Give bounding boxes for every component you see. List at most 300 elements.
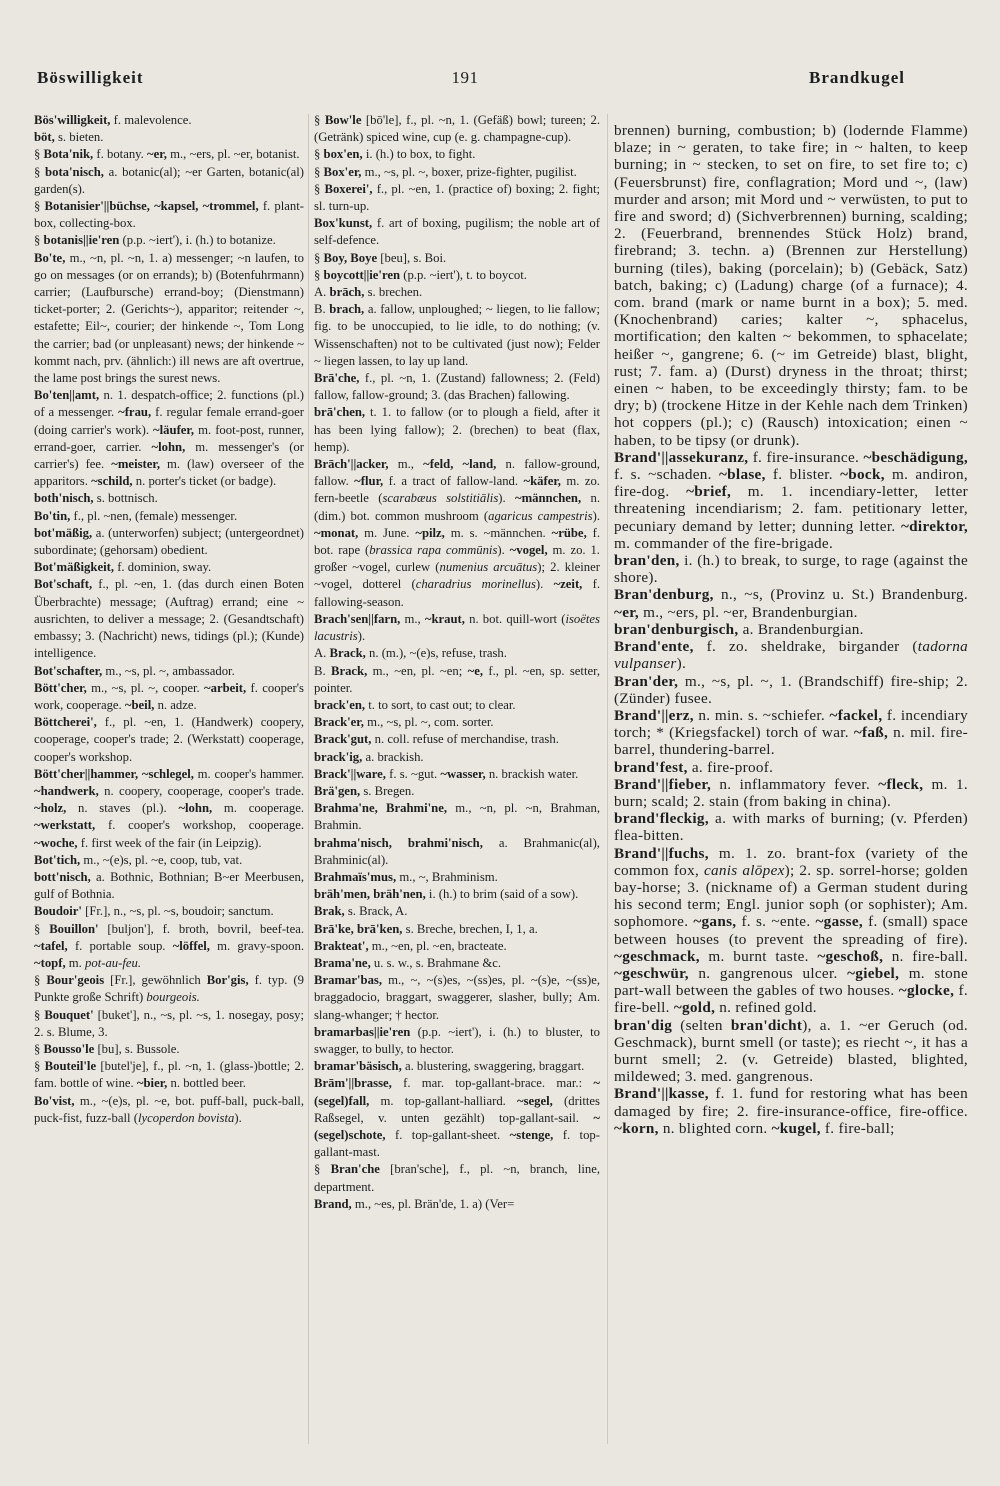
headword: brach, bbox=[329, 302, 365, 317]
entry-marker: § bbox=[34, 1041, 44, 1056]
entry-marker: A. bbox=[314, 285, 330, 300]
headword: Bousso'le bbox=[43, 1041, 95, 1056]
headword: ~blase, bbox=[718, 466, 766, 484]
headword: brack'en, bbox=[314, 697, 366, 712]
headword: ~pilz, bbox=[415, 525, 445, 540]
latin-term: tadorna vulpanser bbox=[614, 638, 968, 673]
definition-text: f. top-gallant-sheet. bbox=[385, 1127, 510, 1142]
definition-text: (p.p. ~iert'), t. to boycot. bbox=[400, 267, 527, 282]
definition-text: ); 2. kleiner ~vogel, dotterel ( bbox=[314, 560, 600, 592]
dictionary-entry bbox=[314, 370, 600, 404]
latin-term: scarabæus solstitiālis bbox=[382, 491, 499, 506]
latin-term: lycoperdon bovista bbox=[137, 1110, 235, 1125]
dictionary-entry bbox=[614, 586, 968, 620]
headword: Brā'ke, brā'ken, bbox=[314, 921, 403, 936]
dictionary-entry bbox=[34, 680, 304, 714]
definition-text: m., ~en, pl. ~en, bracteate. bbox=[368, 938, 507, 953]
definition-text: m. zo. 1. großer ~vogel, curlew ( bbox=[314, 543, 600, 575]
definition-text: m., ~s, pl. ~, ambassador. bbox=[102, 663, 235, 678]
definition-text: [bu], s. Bussole. bbox=[94, 1041, 180, 1056]
headword: bran'dig bbox=[614, 1016, 673, 1034]
dictionary-entry bbox=[34, 146, 304, 163]
definition-text: f. first week of the fair (in Leipzig). bbox=[77, 835, 262, 850]
headword: ~rübe, bbox=[551, 525, 587, 540]
definition-text: n. refined gold. bbox=[715, 999, 817, 1017]
dictionary-entry bbox=[314, 181, 600, 215]
dictionary-entry bbox=[314, 783, 600, 800]
headword: ~beschädigung, bbox=[863, 448, 968, 466]
dictionary-entry bbox=[314, 112, 600, 146]
definition-text: f., pl. ~en, 1. (Handwerk) coopery, cooperage, cooper's trade; 2. (Werkstatt) cooperage, cooper's workshop. bbox=[34, 715, 304, 764]
definition-text: [buljon'], f. broth, bovril, beef-tea. bbox=[98, 921, 304, 936]
definition-text: f., pl. ~en, 1. (das durch einen Boten Überbrachte) message; (Auftrag) errand; eine ~ ausrichten, to deliver a message; 2. (Gesandtschaft) embassy; 3. (Nachricht) news, tidings (pl.); (Kunde) intelligence. bbox=[34, 577, 304, 661]
definition-text: [beu], s. Boi. bbox=[377, 250, 447, 265]
dictionary-entry bbox=[314, 800, 600, 834]
definition-text: (drittes Raßsegel, v. unten gezählt) top-gallant-sail. bbox=[314, 1093, 600, 1125]
definition-text: s. Bregen. bbox=[360, 783, 415, 798]
headword: ~bier, bbox=[136, 1076, 168, 1091]
dictionary-entry bbox=[314, 731, 600, 748]
headword: Bot'tich, bbox=[34, 852, 81, 867]
definition-text: s. Brack, A. bbox=[344, 904, 408, 919]
definition-text: f. bot. rape ( bbox=[314, 525, 600, 558]
definition-text: n. (m.), ~(e)s, refuse, trash. bbox=[365, 646, 507, 661]
headword: ~gold, bbox=[673, 999, 716, 1017]
definition-text: f. top-gallant-mast. bbox=[314, 1127, 600, 1160]
dictionary-entry bbox=[614, 759, 968, 776]
dictionary-entry bbox=[314, 267, 600, 284]
definition-text: m., ~n, pl. ~n, 1. a) messenger; ~n laufen, to go on messages (or on errands); b) (Botenfuhrmann) carrier; (Laufbursche) errand-boy; (Dienstmann) ticket-porter; 2. (Gerichts~), apparitor; reitender ~, estafette; Eil~, courier; der hinkende ~, Tom Long the carrier; bad (or unpleasant) news; der hinkende ~ kommt nach, prv. (ähnlich:) ill news are aft overtrue, the lame post brings the surest news. bbox=[34, 250, 304, 386]
definition-text: m., ~, Brahminism. bbox=[396, 869, 498, 884]
dictionary-entry bbox=[34, 508, 304, 525]
definition-text: i. (h.) to box, to fight. bbox=[362, 147, 476, 162]
latin-term: isoëtes lacustris bbox=[314, 611, 600, 644]
dictionary-entry bbox=[614, 621, 968, 638]
headword: Bor'gis, bbox=[206, 973, 249, 988]
dictionary-entry bbox=[314, 1196, 600, 1213]
headword: ~geschwür, bbox=[614, 964, 689, 982]
dictionary-entry bbox=[614, 1085, 968, 1137]
column-right bbox=[614, 122, 968, 1457]
headword: Brand'||erz, bbox=[614, 706, 694, 724]
entry-marker: § bbox=[314, 113, 325, 127]
definition-text: f. incendiary torch; * (Kriegsfackel) torch of war. bbox=[614, 706, 968, 742]
headword: Brack'||ware, bbox=[314, 766, 386, 781]
headword: Boxerei', bbox=[324, 181, 373, 196]
dictionary-entry bbox=[314, 146, 600, 163]
definition-text: f., pl. ~en, sp. setter, pointer. bbox=[314, 663, 600, 695]
headword: ~gans, bbox=[693, 913, 737, 931]
definition-text: m., bbox=[400, 611, 425, 626]
entry-marker: § bbox=[34, 233, 44, 248]
definition-text: m. 1. incendiary-letter, letter threatening incendiarism; 2. fam. petitionary letter, pecuniary demand by letter; dunning letter. bbox=[614, 483, 968, 535]
definition-text: f. botany. bbox=[93, 147, 148, 162]
headword: Bös'willigkeit, bbox=[34, 113, 111, 127]
latin-term: charadrius morinellus bbox=[415, 577, 536, 592]
headword: ~segel, bbox=[517, 1093, 553, 1108]
column-divider bbox=[607, 114, 608, 1444]
headword: Botanisier'||büchse, ~kapsel, ~trommel, bbox=[44, 199, 259, 214]
definition-text: m., ~ers, pl. ~er, botanist. bbox=[166, 147, 300, 162]
definition-text: f. malevolence. bbox=[110, 113, 192, 127]
headword: ~handwerk, bbox=[34, 783, 99, 798]
entry-marker: § bbox=[314, 1162, 331, 1177]
dictionary-entry bbox=[34, 663, 304, 680]
dictionary-entry bbox=[614, 638, 968, 672]
headword: Brakteat', bbox=[314, 938, 369, 953]
definition-text: a. brackish. bbox=[362, 749, 424, 764]
definition-text: f. zo. sheldrake, birgander ( bbox=[693, 638, 918, 656]
headword: Bo'tin, bbox=[34, 508, 71, 523]
headword: Brahmaïs'mus, bbox=[314, 869, 397, 884]
definition-text: a. blustering, swaggering, braggart. bbox=[401, 1059, 585, 1074]
headword: Bo'vist, bbox=[34, 1093, 75, 1108]
definition-text: f. fallowing-season. bbox=[314, 577, 600, 609]
definition-text: f., pl. ~n, 1. (Zustand) fallowness; 2. (Feld) fallow, fallow-ground; 3. (das Brachen) fallowing. bbox=[314, 371, 600, 403]
running-head-left: Böswilligkeit bbox=[37, 68, 144, 87]
dictionary-entry bbox=[314, 250, 600, 267]
headword: ~kugel, bbox=[771, 1119, 821, 1137]
entry-marker: B. bbox=[314, 663, 331, 678]
headword: Bo'ten||amt, bbox=[34, 388, 100, 403]
definition-text: m. andiron, fire-dog. bbox=[614, 466, 968, 501]
headword: Bour'geois bbox=[46, 973, 105, 988]
definition-text: f. fire-insurance. bbox=[748, 448, 864, 466]
latin-term: pot-au-feu. bbox=[85, 955, 142, 970]
definition-text: f. cooper's work, cooperage. bbox=[34, 680, 304, 712]
definition-text: f. fire-bell. bbox=[614, 982, 968, 1017]
dictionary-entry bbox=[314, 886, 600, 903]
latin-term: numenius arcuātus bbox=[439, 560, 538, 575]
headword: bräh'men, bräh'nen, bbox=[314, 887, 426, 902]
definition-text: f. mar. top-gallant-brace. mar.: bbox=[391, 1076, 594, 1091]
column-middle bbox=[314, 112, 600, 1457]
headword: ~frau, bbox=[118, 405, 152, 420]
dictionary-entry bbox=[314, 611, 600, 645]
dictionary-entry bbox=[34, 559, 304, 576]
definition-text: m., ~en, pl. ~en; bbox=[367, 663, 468, 678]
definition-text: m. zo. fern-beetle ( bbox=[314, 474, 600, 506]
definition-text: n., ~s, (Provinz u. St.) Brandenburg. bbox=[713, 586, 968, 604]
latin-term: canis alōpex bbox=[703, 861, 785, 879]
headword: ~er, bbox=[147, 147, 167, 162]
headword: Bot'mäßigkeit, bbox=[34, 560, 115, 575]
dictionary-entry bbox=[614, 810, 968, 844]
headword: Bött'cher, bbox=[34, 680, 87, 695]
entry-marker: § bbox=[314, 164, 324, 179]
dictionary-entry bbox=[614, 122, 968, 449]
dictionary-entry bbox=[614, 1017, 968, 1086]
dictionary-entry bbox=[314, 663, 600, 697]
definition-text: n. coll. refuse of merchandise, trash. bbox=[371, 732, 559, 747]
dictionary-entry bbox=[314, 1075, 600, 1161]
headword: Bouillon' bbox=[49, 921, 99, 936]
headword: ~(segel)schote, bbox=[314, 1110, 600, 1142]
headword: ~wasser, bbox=[440, 766, 486, 781]
dictionary-entry bbox=[314, 456, 600, 611]
definition-text: ). bbox=[498, 491, 515, 506]
headword: ~lohn, bbox=[178, 801, 213, 816]
definition-text: f. cooper's workshop, cooperage. bbox=[95, 818, 304, 833]
definition-text: m. cooper's hammer. bbox=[193, 766, 304, 781]
headword: ~glocke, bbox=[898, 982, 955, 1000]
dictionary-entry bbox=[614, 845, 968, 1017]
headword: ~e, bbox=[467, 663, 484, 678]
dictionary-entry bbox=[34, 852, 304, 869]
definition-text: s. Breche, brechen, I, 1, a. bbox=[402, 921, 538, 936]
definition-text: n. gangrenous ulcer. bbox=[688, 964, 848, 982]
definition-text: m. commander of the fire-brigade. bbox=[614, 534, 834, 552]
headword: Box'er, bbox=[323, 164, 362, 179]
headword: ~tafel, bbox=[34, 938, 68, 953]
headword: brā'chen, bbox=[314, 405, 366, 420]
definition-text: m. gravy-spoon. bbox=[209, 938, 304, 953]
latin-term: agaricus campestris bbox=[488, 508, 593, 523]
dictionary-entry bbox=[34, 250, 304, 388]
headword: brāch, bbox=[329, 285, 365, 300]
definition-text: m. foot-post, runner, errand-goer, carrier. bbox=[34, 422, 304, 454]
definition-text: n. brackish water. bbox=[485, 766, 579, 781]
entry-marker: B. bbox=[314, 302, 330, 317]
definition-text: n. bot. quill-wort ( bbox=[464, 611, 566, 626]
headword: Brand'ente, bbox=[614, 638, 694, 656]
definition-text: n. fire-ball. bbox=[883, 947, 968, 965]
headword: Bota'nik, bbox=[43, 147, 94, 162]
definition-text: m. burnt taste. bbox=[699, 947, 818, 965]
definition-text: ). bbox=[535, 577, 554, 592]
definition-text: n. inflammatory fever. bbox=[711, 775, 879, 793]
definition-text: (p.p. ~iert'), i. (h.) to bluster, to swagger, to bully, to hector. bbox=[314, 1024, 600, 1056]
definition-text: n. adze. bbox=[154, 697, 197, 712]
headword: ~werkstatt, bbox=[34, 818, 96, 833]
headword: Brack'er, bbox=[314, 715, 364, 730]
headword: Brāch'||acker, bbox=[314, 457, 389, 472]
definition-text: f. fire-ball; bbox=[820, 1119, 895, 1137]
headword: Boy, Boye bbox=[323, 250, 378, 265]
dictionary-entry bbox=[614, 776, 968, 810]
definition-text: n. coopery, cooperage, cooper's trade. bbox=[98, 783, 304, 798]
entry-marker: A. bbox=[314, 646, 330, 661]
headword: böt, bbox=[34, 130, 55, 145]
dictionary-entry bbox=[34, 972, 304, 1006]
dictionary-entry bbox=[34, 525, 304, 559]
definition-text: m. 1. burn; scald; 2. stain (from baking in china). bbox=[614, 775, 968, 810]
dictionary-entry bbox=[614, 707, 968, 759]
definition-text: f. portable soup. bbox=[67, 938, 173, 953]
definition-text: t. 1. to fallow (or to plough a field, after it has been lying fallow); 2. (brechen) to beat (flax, hemp). bbox=[314, 405, 600, 454]
headword: ~topf, bbox=[34, 955, 66, 970]
definition-text: f. s. ~gut. bbox=[385, 766, 441, 781]
definition-text: m., ~, ~(s)es, ~(ss)es, pl. ~(s)e, ~(ss)e, braggadocio, braggart, swaggerer, slasher, bully; Am. slang-whanger; † hector. bbox=[314, 973, 600, 1022]
headword: ~fleck, bbox=[878, 775, 924, 793]
definition-text: (selten bbox=[672, 1016, 731, 1034]
headword: Bramar'bas, bbox=[314, 973, 383, 988]
definition-text: f., pl. ~en, 1. (practice of) boxing; 2. fight; sl. turn-up. bbox=[314, 181, 600, 214]
headword: Brand'||kasse, bbox=[614, 1085, 709, 1103]
dictionary-entry bbox=[314, 697, 600, 714]
dictionary-entry bbox=[34, 766, 304, 852]
dictionary-entry bbox=[34, 387, 304, 490]
dictionary-entry bbox=[34, 1093, 304, 1127]
dictionary-entry bbox=[314, 972, 600, 1024]
definition-text: a. Brahmanic(al), Brahminic(al). bbox=[314, 835, 600, 867]
headword: ~er, bbox=[614, 603, 639, 621]
definition-text: a. botanic(al); ~er Garten, botanic(al) garden(s). bbox=[34, 164, 304, 196]
definition-text: m. stone part-wall between the gables of two houses. bbox=[614, 964, 968, 1000]
dictionary-entry bbox=[614, 673, 968, 707]
page-number: 191 bbox=[451, 68, 479, 87]
dictionary-entry bbox=[314, 645, 600, 662]
dictionary-entry bbox=[34, 198, 304, 232]
definition-text: n. fallow-ground, fallow. bbox=[314, 457, 600, 489]
headword: Bot'schafter, bbox=[34, 663, 103, 678]
dictionary-entry bbox=[34, 1007, 304, 1041]
definition-text: a. Brandenburgian. bbox=[738, 620, 864, 638]
definition-text: f. art of boxing, pugilism; the noble art of self-defence. bbox=[314, 216, 600, 248]
definition-text: u. s. w., s. Brahmane &c. bbox=[370, 955, 502, 970]
dictionary-entry bbox=[314, 835, 600, 869]
headword: ~männchen, bbox=[514, 491, 582, 506]
headword: ~läufer, bbox=[153, 422, 195, 437]
headword: Brahma'ne, Brahmi'ne, bbox=[314, 801, 448, 816]
definition-text: ); 2. sp. sorrel-horse; golden bay-horse; 3. (nickname of) a German student during his second term; Engl. junior soph (or sophister); Am. sophomore. bbox=[614, 861, 968, 931]
latin-term: bourgeois. bbox=[146, 990, 200, 1005]
dictionary-entry bbox=[34, 921, 304, 973]
headword: ~brief, bbox=[686, 483, 732, 501]
dictionary-entry bbox=[34, 164, 304, 198]
headword: Brä'gen, bbox=[314, 783, 361, 798]
entry-marker: § bbox=[314, 147, 324, 162]
definition-text: ). bbox=[234, 1110, 242, 1125]
definition-text: n. porter's ticket (or badge). bbox=[132, 474, 277, 489]
headword: ~gasse, bbox=[815, 913, 864, 931]
headword: ~löffel, bbox=[172, 938, 210, 953]
headword: Brach'sen||farn, bbox=[314, 611, 401, 626]
headword: Box'kunst, bbox=[314, 216, 373, 231]
definition-text: f. blister. bbox=[765, 466, 841, 484]
headword: Bouquet' bbox=[44, 1007, 94, 1022]
definition-text: [butel'je], f., pl. ~n, 1. (glass-)bottle; 2. fam. bottle of wine. bbox=[34, 1059, 304, 1091]
headword: bott'nisch, bbox=[34, 869, 91, 884]
headword: Bo'te, bbox=[34, 250, 66, 265]
definition-text: m. June. bbox=[358, 525, 416, 540]
dictionary-entry bbox=[314, 903, 600, 920]
definition-text: ). bbox=[676, 655, 687, 673]
definition-text: (p.p. ~iert'), i. (h.) to botanize. bbox=[119, 233, 276, 248]
definition-text: m., ~es, pl. Brän'de, 1. a) (Ver= bbox=[351, 1196, 515, 1211]
headword: brack'ig, bbox=[314, 749, 363, 764]
headword: bran'den, bbox=[614, 552, 680, 570]
headword: ~monat, bbox=[314, 525, 359, 540]
definition-text: t. to sort, to cast out; to clear. bbox=[365, 697, 516, 712]
dictionary-entry bbox=[314, 301, 600, 370]
definition-text: m. messenger's (or carrier's) fee. bbox=[34, 439, 304, 472]
definition-text: s. brechen. bbox=[364, 285, 423, 300]
dictionary-entry bbox=[314, 955, 600, 972]
dictionary-entry bbox=[614, 552, 968, 586]
headword: ~vogel, bbox=[509, 543, 548, 558]
dictionary-entry bbox=[34, 903, 304, 920]
headword: Bran'der, bbox=[614, 672, 679, 690]
headword: bot'mäßig, bbox=[34, 525, 93, 540]
headword: botanis||ie'ren bbox=[43, 233, 120, 248]
definition-text: n. blighted corn. bbox=[658, 1119, 772, 1137]
headword: ~feld, ~land, bbox=[423, 457, 497, 472]
headword: brand'fest, bbox=[614, 758, 688, 776]
headword: ~beil, bbox=[124, 697, 155, 712]
definition-text: i. (h.) to break, to surge, to rage (against the shore). bbox=[614, 552, 968, 587]
headword: bramar'bäsisch, bbox=[314, 1059, 402, 1074]
dictionary-entry bbox=[314, 938, 600, 955]
definition-text: f. regular female errand-goer (doing carrier's work). bbox=[34, 405, 304, 437]
definition-text: f. typ. (9 Punkte große Schrift) bbox=[34, 973, 304, 1005]
headword: ~(segel)fall, bbox=[314, 1076, 600, 1108]
definition-text: m., ~s, pl. ~, com. sorter. bbox=[363, 715, 494, 730]
dictionary-entry bbox=[314, 404, 600, 456]
definition-text: f. s. ~ente. bbox=[736, 913, 816, 931]
definition-text: a. (unterworfen) subject; (untergeordnet) subordinate; (gehorsam) obedient. bbox=[34, 525, 304, 558]
headword: Brand'||fuchs, bbox=[614, 844, 709, 862]
entry-marker: § bbox=[34, 973, 47, 988]
running-head-right: Brandkugel bbox=[809, 68, 905, 87]
dictionary-entry bbox=[314, 766, 600, 783]
headword: ~bock, bbox=[840, 466, 885, 484]
definition-text: m., ~s, pl. ~, cooper. bbox=[86, 680, 204, 695]
definition-text: ). bbox=[357, 629, 366, 644]
definition-text: ). bbox=[592, 508, 600, 523]
headword: Brack'gut, bbox=[314, 732, 372, 747]
definition-text: n. mil. fire-barrel, thundering-barrel. bbox=[614, 724, 968, 759]
headword: ~käfer, bbox=[523, 474, 561, 489]
definition-text: f. s. ~schaden. bbox=[614, 466, 719, 484]
entry-marker: § bbox=[34, 164, 46, 179]
definition-text: m. bbox=[65, 955, 86, 970]
headword: ~arbeit, bbox=[204, 680, 247, 695]
column-divider bbox=[308, 114, 309, 1444]
headword: Brack, bbox=[329, 646, 366, 661]
dictionary-entry bbox=[314, 1161, 600, 1195]
headword: both'nisch, bbox=[34, 491, 94, 506]
column-left bbox=[34, 112, 304, 1457]
latin-term: brassica rapa commūnis bbox=[369, 543, 498, 558]
definition-text: i. (h.) to brim (said of a sow). bbox=[425, 887, 579, 902]
headword: Bow'le bbox=[324, 113, 362, 127]
headword: bran'dicht bbox=[730, 1016, 803, 1034]
dictionary-entry bbox=[34, 490, 304, 507]
headword: brahma'nisch, brahmi'nisch, bbox=[314, 835, 483, 850]
definition-text: [bran'sche], f., pl. ~n, branch, line, department. bbox=[314, 1162, 600, 1194]
headword: bota'nisch, bbox=[45, 164, 104, 179]
headword: Brām'||brasse, bbox=[314, 1076, 392, 1091]
definition-text: f. (small) space between houses (to prevent the spreading of fire). bbox=[614, 913, 968, 948]
headword: boycott||ie'ren bbox=[323, 267, 401, 282]
entry-marker: § bbox=[34, 199, 45, 214]
definition-text: a. Bothnic, Bothnian; B~er Meerbusen, gulf of Bothnia. bbox=[34, 869, 304, 902]
headword: box'en, bbox=[323, 147, 363, 162]
headword: ~giebel, bbox=[847, 964, 900, 982]
headword: ~faß, bbox=[853, 724, 889, 742]
dictionary-entry bbox=[314, 164, 600, 181]
definition-text: m., ~s, pl. ~, boxer, prize-fighter, pugilist. bbox=[361, 164, 577, 179]
dictionary-entry bbox=[34, 714, 304, 766]
definition-text: m. cooperage. bbox=[212, 801, 304, 816]
dictionary-entry bbox=[314, 749, 600, 766]
definition-text: m. (law) overseer of the apparitors. bbox=[34, 457, 304, 489]
headword: ~zeit, bbox=[553, 577, 583, 592]
definition-text: f., pl. ~nen, (female) messenger. bbox=[70, 508, 238, 523]
entry-marker: § bbox=[34, 1059, 45, 1074]
definition-text: [buket'], n., ~s, pl. ~s, 1. nosegay, posy; 2. s. Blume, 3. bbox=[34, 1007, 304, 1039]
